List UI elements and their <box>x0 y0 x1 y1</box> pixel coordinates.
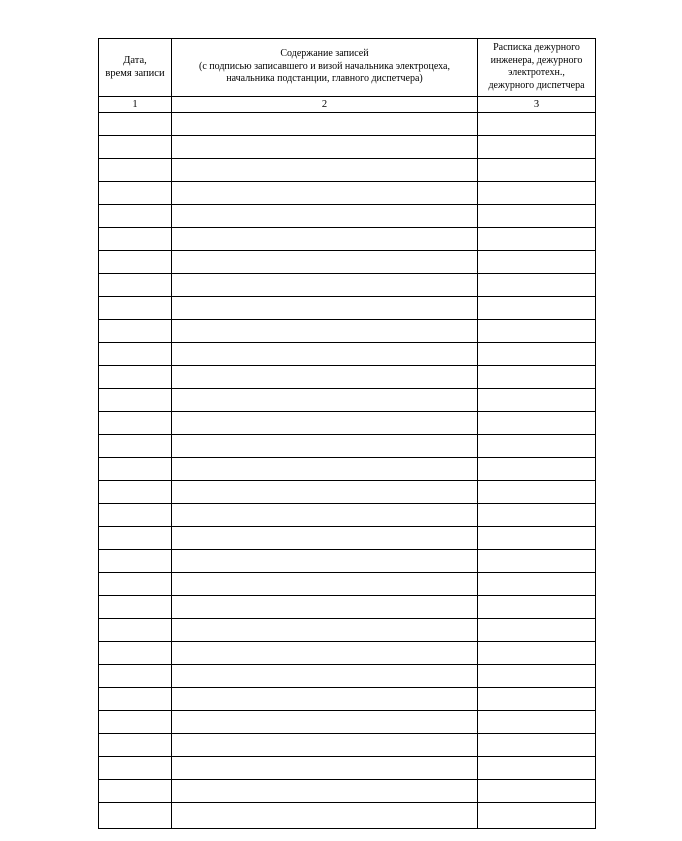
header-signature-line-4: дежурного диспетчера <box>488 79 585 91</box>
cell-signature[interactable] <box>478 136 596 159</box>
cell-content[interactable] <box>172 665 478 688</box>
cell-signature[interactable] <box>478 780 596 803</box>
table-row[interactable] <box>99 389 596 412</box>
cell-date[interactable] <box>99 435 172 458</box>
cell-signature[interactable] <box>478 182 596 205</box>
cell-signature[interactable] <box>478 297 596 320</box>
cell-date[interactable] <box>99 205 172 228</box>
cell-date[interactable] <box>99 182 172 205</box>
table-row[interactable] <box>99 159 596 182</box>
table-row[interactable] <box>99 550 596 573</box>
table-row[interactable] <box>99 228 596 251</box>
table-row[interactable] <box>99 320 596 343</box>
cell-date[interactable] <box>99 481 172 504</box>
cell-content[interactable] <box>172 504 478 527</box>
table-row[interactable] <box>99 435 596 458</box>
cell-content[interactable] <box>172 711 478 734</box>
cell-date[interactable] <box>99 642 172 665</box>
header-cell-signature <box>478 39 596 97</box>
cell-content[interactable] <box>172 780 478 803</box>
cell-content[interactable] <box>172 228 478 251</box>
cell-content[interactable] <box>172 389 478 412</box>
header-signature-line-2: инженера, дежурного <box>490 54 583 66</box>
cell-content[interactable] <box>172 619 478 642</box>
cell-date[interactable] <box>99 665 172 688</box>
cell-signature[interactable] <box>478 596 596 619</box>
table-row[interactable] <box>99 596 596 619</box>
header-date-line-1: Дата, <box>123 55 147 66</box>
cell-signature[interactable] <box>478 458 596 481</box>
cell-date[interactable] <box>99 619 172 642</box>
cell-date[interactable] <box>99 734 172 757</box>
cell-content[interactable] <box>172 205 478 228</box>
cell-date[interactable] <box>99 780 172 803</box>
cell-signature[interactable] <box>478 573 596 596</box>
cell-signature[interactable] <box>478 274 596 297</box>
header-date-line-2: время записи <box>105 67 165 79</box>
table-header-row <box>99 39 596 97</box>
cell-signature[interactable] <box>478 366 596 389</box>
table-row[interactable] <box>99 136 596 159</box>
cell-date[interactable] <box>99 412 172 435</box>
cell-date[interactable] <box>99 803 172 829</box>
cell-signature[interactable] <box>478 412 596 435</box>
table-row[interactable] <box>99 757 596 780</box>
cell-date[interactable] <box>99 343 172 366</box>
table-row[interactable] <box>99 113 596 136</box>
cell-signature[interactable] <box>478 757 596 780</box>
cell-content[interactable] <box>172 435 478 458</box>
cell-content[interactable] <box>172 642 478 665</box>
cell-signature[interactable] <box>478 803 596 829</box>
table-row[interactable] <box>99 665 596 688</box>
cell-content[interactable] <box>172 159 478 182</box>
table-row[interactable] <box>99 343 596 366</box>
table-row[interactable] <box>99 780 596 803</box>
table-row[interactable] <box>99 251 596 274</box>
cell-content[interactable] <box>172 182 478 205</box>
header-content-line-3: начальника подстанции, главного диспетчера) <box>226 73 423 85</box>
cell-content[interactable] <box>172 320 478 343</box>
cell-content[interactable] <box>172 274 478 297</box>
table-row[interactable] <box>99 619 596 642</box>
table-row[interactable] <box>99 504 596 527</box>
cell-content[interactable] <box>172 136 478 159</box>
cell-signature[interactable] <box>478 435 596 458</box>
cell-content[interactable] <box>172 734 478 757</box>
header-content-line-2: (с подписью записавшего и визой начальника электроцеха, <box>198 60 450 72</box>
cell-signature[interactable] <box>478 711 596 734</box>
table-blank-rows <box>99 113 596 829</box>
cell-signature[interactable] <box>478 642 596 665</box>
cell-date[interactable] <box>99 366 172 389</box>
table-row[interactable] <box>99 205 596 228</box>
operational-journal-table <box>98 38 596 829</box>
cell-date[interactable] <box>99 458 172 481</box>
cell-content[interactable] <box>172 481 478 504</box>
table-row[interactable] <box>99 297 596 320</box>
cell-signature[interactable] <box>478 665 596 688</box>
table-row[interactable] <box>99 573 596 596</box>
header-cell-date <box>99 39 172 97</box>
cell-date[interactable] <box>99 320 172 343</box>
cell-signature[interactable] <box>478 205 596 228</box>
cell-date[interactable] <box>99 504 172 527</box>
cell-content[interactable] <box>172 803 478 829</box>
cell-signature[interactable] <box>478 527 596 550</box>
cell-date[interactable] <box>99 550 172 573</box>
table-row[interactable] <box>99 274 596 297</box>
table-row[interactable] <box>99 366 596 389</box>
cell-date[interactable] <box>99 596 172 619</box>
cell-signature[interactable] <box>478 251 596 274</box>
cell-content[interactable] <box>172 596 478 619</box>
table-row[interactable] <box>99 734 596 757</box>
header-signature-line-1: Расписка дежурного <box>493 42 580 53</box>
table-row[interactable] <box>99 412 596 435</box>
cell-date[interactable] <box>99 527 172 550</box>
cell-date[interactable] <box>99 688 172 711</box>
cell-content[interactable] <box>172 113 478 136</box>
cell-content[interactable] <box>172 343 478 366</box>
column-number-row <box>99 97 596 113</box>
header-content-line-1: Содержание записей <box>280 48 369 60</box>
column-number-2: 2 <box>172 97 478 113</box>
cell-signature[interactable] <box>478 320 596 343</box>
cell-content[interactable] <box>172 458 478 481</box>
cell-content[interactable] <box>172 688 478 711</box>
table-row[interactable] <box>99 711 596 734</box>
cell-signature[interactable] <box>478 481 596 504</box>
cell-date[interactable] <box>99 251 172 274</box>
column-number-1: 1 <box>99 97 172 113</box>
cell-signature[interactable] <box>478 159 596 182</box>
cell-date[interactable] <box>99 136 172 159</box>
cell-date[interactable] <box>99 389 172 412</box>
cell-signature[interactable] <box>478 688 596 711</box>
table-row[interactable] <box>99 642 596 665</box>
cell-content[interactable] <box>172 573 478 596</box>
cell-date[interactable] <box>99 159 172 182</box>
table-row[interactable] <box>99 803 596 829</box>
cell-signature[interactable] <box>478 113 596 136</box>
cell-date[interactable] <box>99 228 172 251</box>
cell-date[interactable] <box>99 297 172 320</box>
cell-date[interactable] <box>99 274 172 297</box>
cell-signature[interactable] <box>478 504 596 527</box>
cell-signature[interactable] <box>478 228 596 251</box>
table-row[interactable] <box>99 527 596 550</box>
table-row[interactable] <box>99 182 596 205</box>
cell-content[interactable] <box>172 550 478 573</box>
cell-signature[interactable] <box>478 734 596 757</box>
cell-content[interactable] <box>172 297 478 320</box>
cell-content[interactable] <box>172 527 478 550</box>
cell-signature[interactable] <box>478 389 596 412</box>
cell-content[interactable] <box>172 412 478 435</box>
column-number-3: 3 <box>478 97 596 113</box>
cell-content[interactable] <box>172 366 478 389</box>
cell-content[interactable] <box>172 757 478 780</box>
cell-content[interactable] <box>172 251 478 274</box>
table-row[interactable] <box>99 481 596 504</box>
cell-date[interactable] <box>99 573 172 596</box>
cell-signature[interactable] <box>478 619 596 642</box>
cell-date[interactable] <box>99 113 172 136</box>
cell-signature[interactable] <box>478 550 596 573</box>
table-row[interactable] <box>99 688 596 711</box>
header-signature-line-3: электротехн., <box>508 67 565 78</box>
header-cell-content <box>172 39 478 97</box>
cell-signature[interactable] <box>478 343 596 366</box>
table-row[interactable] <box>99 458 596 481</box>
cell-date[interactable] <box>99 757 172 780</box>
cell-date[interactable] <box>99 711 172 734</box>
